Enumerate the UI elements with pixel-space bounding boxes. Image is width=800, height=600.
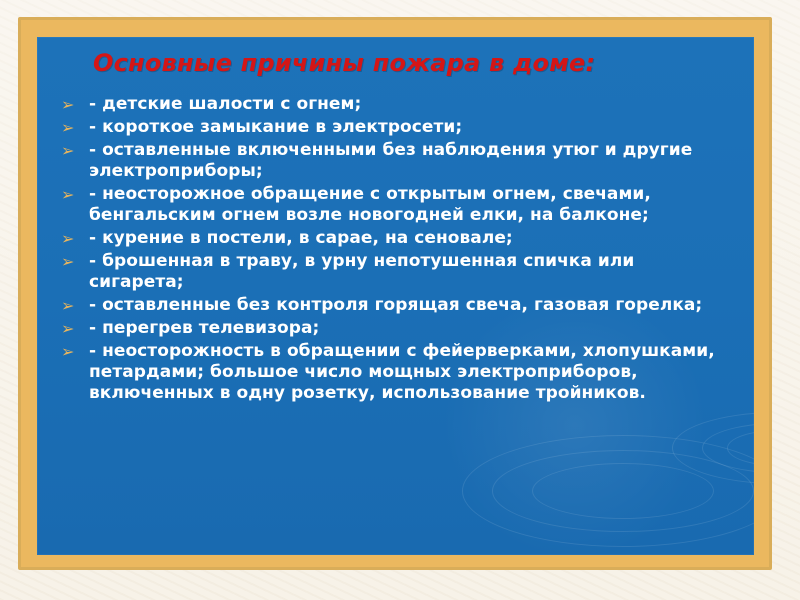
list-item	[61, 184, 721, 226]
chevron-right-icon: ➢	[61, 296, 75, 315]
list-item	[61, 140, 721, 182]
list-item-text: - оставленные включенными без наблюдения утюг и другие электроприборы;	[89, 140, 693, 181]
list-item-text: - перегрев телевизора;	[89, 318, 320, 338]
slide-panel	[37, 37, 754, 555]
list-item	[61, 117, 721, 138]
chevron-right-icon: ➢	[61, 185, 75, 204]
list-item-text: - оставленные без контроля горящая свеча, газовая горелка;	[89, 295, 703, 315]
list-item	[61, 228, 721, 249]
chevron-right-icon: ➢	[61, 118, 75, 137]
list-item	[61, 341, 721, 404]
list-item-text: - неосторожное обращение с открытым огнем, свечами, бенгальским огнем возле новогодней елки, на балконе;	[89, 184, 651, 225]
chevron-right-icon: ➢	[61, 319, 75, 338]
chevron-right-icon: ➢	[61, 229, 75, 248]
chevron-right-icon: ➢	[61, 95, 75, 114]
list-item	[61, 318, 721, 339]
chevron-right-icon: ➢	[61, 141, 75, 160]
chevron-right-icon: ➢	[61, 342, 75, 361]
causes-list	[61, 94, 721, 406]
list-item	[61, 94, 721, 115]
list-item-text: - детские шалости с огнем;	[89, 94, 362, 114]
slide-title: Основные причины пожара в доме:	[93, 49, 596, 77]
list-item-text: - неосторожность в обращении с фейерверками, хлопушками, петардами; большое число мощных электроприборов, включенных в одну розетку, использование тройников.	[89, 341, 715, 403]
list-item-text: - брошенная в траву, в урну непотушенная спичка или сигарета;	[89, 251, 635, 292]
chevron-right-icon: ➢	[61, 252, 75, 271]
list-item-text: - курение в постели, в сарае, на сеновале;	[89, 228, 513, 248]
list-item	[61, 251, 721, 293]
list-item	[61, 295, 721, 316]
list-item-text: - короткое замыкание в электросети;	[89, 117, 463, 137]
